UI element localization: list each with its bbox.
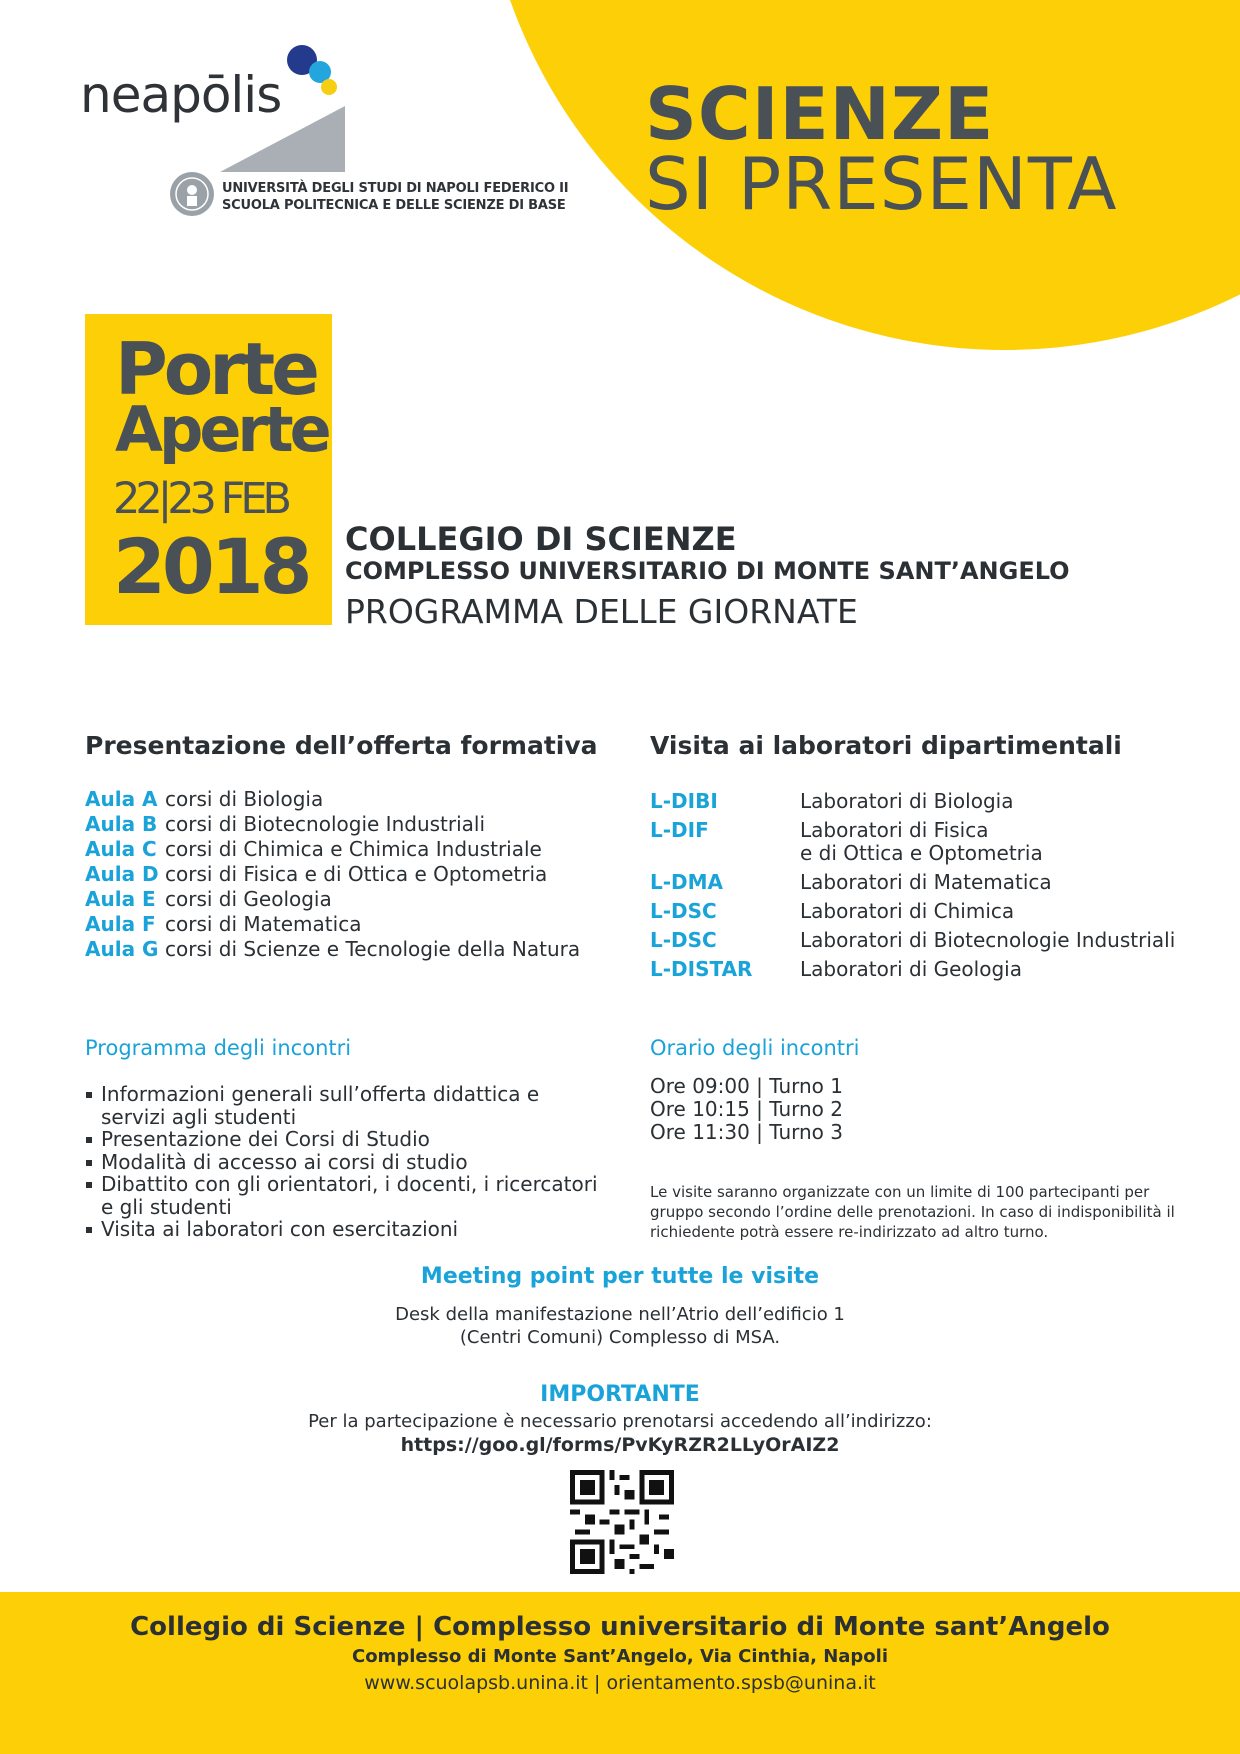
aula-desc: corsi di Chimica e Chimica Industriale: [165, 837, 542, 861]
list-item: [85, 887, 332, 911]
event-year: 2018: [113, 522, 309, 611]
title-line-1: SCIENZE: [645, 72, 995, 156]
list-item: [85, 862, 547, 886]
lab-desc: Laboratori di Matematica: [800, 870, 1052, 894]
orario-note: Le visite saranno organizzate con un limite di 100 partecipanti per gruppo secondo l’ordine delle prenotazioni. In caso di indisponibilità il richiedente potrà essere re-indirizzato ad altro turno.: [650, 1183, 1175, 1241]
collegio-title: COLLEGIO DI SCIENZE: [345, 520, 737, 558]
lab-desc: Laboratori di Geologia: [800, 957, 1022, 981]
lab-code: L-DSC: [650, 928, 717, 952]
registration-link[interactable]: https://goo.gl/forms/PvKyRZR2LLyOrAIZ2: [400, 1434, 840, 1456]
aula-code: Aula C: [85, 837, 157, 861]
importante-heading: IMPORTANTE: [540, 1382, 700, 1407]
list-item: Modalità di accesso ai corsi di studio: [85, 1151, 605, 1174]
porte-aperte-box: [85, 314, 332, 625]
lab-code: L-DMA: [650, 870, 724, 894]
list-item: Visita ai laboratori con esercitazioni: [85, 1218, 605, 1241]
aula-code: Aula B: [85, 812, 158, 836]
aula-code: Aula A: [85, 787, 158, 811]
lab-desc: Laboratori di Chimica: [800, 899, 1015, 923]
footer-title: Collegio di Scienze | Complesso universitario di Monte sant’Angelo: [130, 1612, 1110, 1642]
aula-desc: corsi di Biologia: [165, 787, 324, 811]
lab-code: L-DIBI: [650, 789, 718, 813]
porte-text: Porte: [115, 327, 316, 411]
laboratori-heading: Visita ai laboratori dipartimentali: [650, 731, 1122, 760]
lab-desc: Laboratori di Biologia: [800, 789, 1014, 813]
event-dates: 22|23 FEB: [113, 474, 287, 524]
university-line-2: SCUOLA POLITECNICA E DELLE SCIENZE DI BASE: [222, 198, 566, 213]
footer-address: Complesso di Monte Sant’Angelo, Via Cinthia, Napoli: [351, 1646, 889, 1667]
list-item: [85, 812, 485, 836]
list-item: [85, 787, 323, 811]
list-item: [85, 912, 361, 936]
complesso-subtitle: COMPLESSO UNIVERSITARIO DI MONTE SANT’ANGELO: [345, 557, 1070, 585]
qr-code-icon[interactable]: [570, 1470, 674, 1574]
orario-heading: Orario degli incontri: [650, 1036, 860, 1060]
list-item: Informazioni generali sull’offerta didattica e servizi agli studenti: [85, 1083, 605, 1128]
aula-desc: corsi di Geologia: [165, 887, 332, 911]
neapolis-logo-icon: [190, 40, 350, 180]
meeting-point-heading: Meeting point per tutte le visite: [420, 1264, 820, 1289]
lab-desc-continuation: e di Ottica e Optometria: [800, 841, 1043, 865]
aula-code: Aula G: [85, 937, 159, 961]
title-line-2: SI PRESENTA: [645, 142, 1118, 226]
offerta-heading: Presentazione dell’offerta formativa: [85, 731, 598, 760]
lab-desc: Laboratori di Biotecnologie Industriali: [800, 928, 1176, 952]
aula-desc: corsi di Matematica: [165, 912, 362, 936]
aula-code: Aula F: [85, 912, 156, 936]
aula-desc: corsi di Biotecnologie Industriali: [165, 812, 486, 836]
orario-item: Ore 10:15 | Turno 2: [650, 1097, 843, 1121]
university-name: [222, 180, 568, 214]
orario-item: Ore 11:30 | Turno 3: [650, 1120, 843, 1144]
programma-list: [85, 1083, 605, 1241]
lab-code: L-DISTAR: [650, 957, 753, 981]
meeting-point-line-1: Desk della manifestazione nell’Atrio dell’edificio 1: [395, 1304, 845, 1325]
programma-incontri-heading: Programma degli incontri: [85, 1036, 352, 1060]
list-item: [85, 937, 580, 961]
meeting-point-line-2: (Centri Comuni) Complesso di MSA.: [459, 1327, 781, 1348]
aperte-text: Aperte: [115, 393, 328, 466]
aula-desc: corsi di Fisica e di Ottica e Optometria: [165, 862, 548, 886]
aula-code: Aula D: [85, 862, 159, 886]
neapolis-logo-text: neapōlis: [80, 66, 282, 124]
lab-desc: Laboratori di Fisica: [800, 818, 989, 842]
programma-heading: PROGRAMMA DELLE GIORNATE: [345, 592, 858, 631]
list-item: [85, 837, 542, 861]
lab-code: L-DIF: [650, 818, 709, 842]
university-line-1: UNIVERSITÀ DEGLI STUDI DI NAPOLI FEDERICO II: [222, 181, 569, 196]
list-item: Dibattito con gli orientatori, i docenti, i ricercatori e gli studenti: [85, 1173, 605, 1218]
university-seal-icon: [168, 170, 216, 218]
footer-contacts[interactable]: www.scuolapsb.unina.it | orientamento.spsb@unina.it: [364, 1672, 876, 1694]
orario-item: Ore 09:00 | Turno 1: [650, 1074, 843, 1098]
importante-text: Per la partecipazione è necessario prenotarsi accedendo all’indirizzo:: [308, 1411, 932, 1432]
lab-code: L-DSC: [650, 899, 717, 923]
aula-code: Aula E: [85, 887, 156, 911]
aula-desc: corsi di Scienze e Tecnologie della Natura: [165, 937, 581, 961]
list-item: Presentazione dei Corsi di Studio: [85, 1128, 605, 1151]
